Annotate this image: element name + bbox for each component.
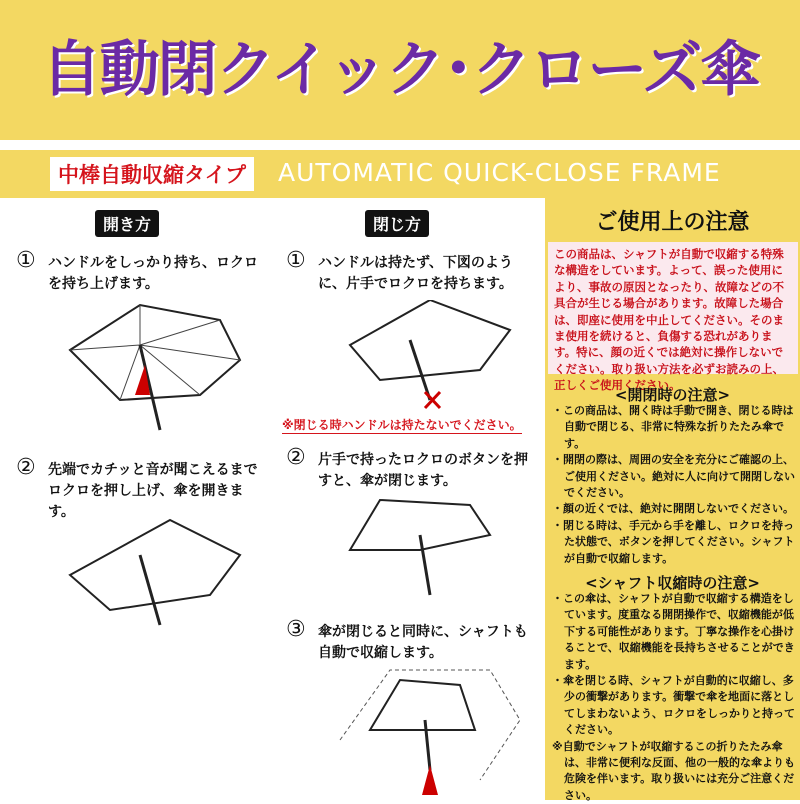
- step-number: ①: [16, 248, 36, 273]
- caution-title: ご使用上の注意: [595, 210, 750, 235]
- open-step-1: [16, 248, 263, 295]
- step-text: 先端でカチッと音が聞こえるまでロクロを押し上げ、傘を開きます。: [48, 462, 258, 520]
- open-umbrella-illustration-1: [60, 300, 250, 450]
- step-text: ハンドルをしっかり持ち、ロクロを持ち上げます。: [48, 255, 258, 292]
- handle-warning: ※閉じる時ハンドルは持たないでください。: [282, 418, 522, 432]
- list-item: ・開閉の際は、周囲の安全を充分にご確認の上、ご使用ください。絶対に人に向けて開閉しないでください。: [552, 453, 795, 500]
- step-number: ②: [16, 455, 36, 480]
- step-number: ②: [286, 445, 306, 470]
- list-item: ・この傘は、シャフトが自動で収縮する構造をしています。度重なる開閉操作で、収縮機能が低下する可能性があります。丁寧な操作を心掛けることで、収縮機能を長持ちさせることができます。: [552, 592, 795, 671]
- list-item: ・閉じる時は、手元から手を離し、ロクロを持った状態で、ボタンを押してください。シャフトが自動で収縮します。: [552, 518, 795, 565]
- list-item: ・この商品は、開く時は手動で開き、閉じる時は自動で閉じる、非常に特殊な折りたたみ傘です。: [552, 404, 794, 450]
- close-step-3: [286, 617, 528, 664]
- type-english: AUTOMATIC QUICK-CLOSE FRAME: [278, 158, 721, 187]
- open-close-caution-title: <開閉時の注意>: [614, 386, 731, 404]
- open-umbrella-illustration-2: [60, 515, 250, 655]
- shaft-retracting-illustration: [330, 660, 530, 800]
- closing-umbrella-illustration: [320, 490, 510, 610]
- step-text: ハンドルは持たず、下図のように、片手でロクロを持ちます。: [318, 255, 513, 292]
- close-umbrella-illustration-1: [340, 300, 530, 415]
- step-text: 傘が閉じると同時に、シャフトも自動で収縮します。: [318, 624, 528, 661]
- close-heading: 閉じ方: [365, 210, 429, 237]
- list-item: ・傘を閉じる時、シャフトが自動的に収縮し、多少の衝撃があります。衝撃で傘を地面に落としてしまわないよう、ロクロをしっかりと持ってください。: [552, 674, 795, 737]
- shaft-caution-title: <シャフト収縮時の注意>: [585, 574, 760, 592]
- open-heading: 開き方: [95, 210, 159, 237]
- close-step-1: [286, 248, 528, 295]
- open-close-caution-list: [552, 403, 797, 567]
- step-number: ③: [286, 617, 306, 642]
- product-title: 自動閉クイック･クローズ傘: [41, 35, 759, 105]
- caution-intro: この商品は、シャフトが自動で収縮する特殊な構造をしています。よって、誤った使用により、事故の原因となったり、故障などの不具合が生じる場合があります。故障した場合は、即座に使用を中止してください。そのまま使用を続けると、負傷する恐れがあります。特に、顔の近くでは絶対に操作しないでください。取り扱い方法を必ずお読みの上、正しくご使用ください。: [548, 242, 798, 374]
- shaft-caution-list: [552, 591, 797, 804]
- step-number: ①: [286, 248, 306, 273]
- type-label: 中棒自動収縮タイプ: [50, 157, 254, 191]
- close-step-2: [286, 445, 528, 492]
- list-item: ※自動でシャフトが収縮するこの折りたたみ傘は、非常に便利な反面、他の一般的な傘よりも危険を伴います。取り扱いには充分ご注意ください。: [552, 739, 795, 802]
- open-step-2: [16, 455, 258, 523]
- step-text: 片手で持ったロクロのボタンを押すと、傘が閉じます。: [318, 452, 528, 489]
- list-item: ・顔の近くでは、絶対に開閉しないでください。: [552, 502, 794, 516]
